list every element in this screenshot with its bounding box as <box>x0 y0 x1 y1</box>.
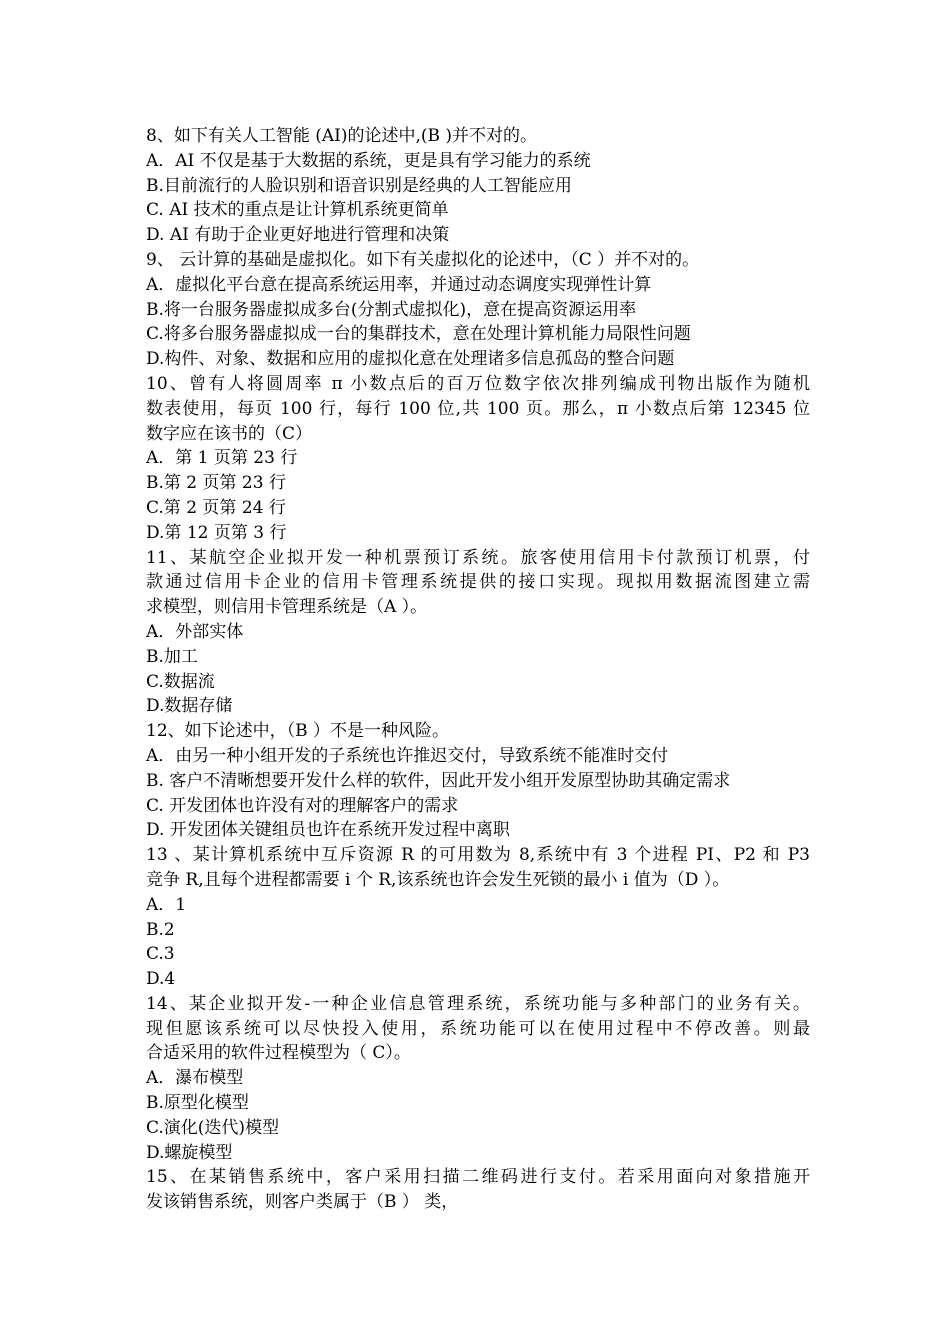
text-line: D.数据存储 <box>146 696 233 717</box>
text-line: D.螺旋模型 <box>146 1142 233 1163</box>
text-line: A．AI 不仅是基于大数据的系统，更是具有学习能力的系统 <box>146 150 591 171</box>
document-body <box>146 124 810 1215</box>
text-line: 9、 云计算的基础是虚拟化。如下有关虚拟化的论述中，（C ）并不对的。 <box>146 249 700 270</box>
text-line: 15、在某销售系统中，客户采用扫描二维码进行支付。若采用面向对象措施开 <box>146 1167 810 1188</box>
text-line: 10、曾有人将圆周率 π 小数点后的百万位数字依次排列编成刊物出版作为随机 <box>146 373 810 394</box>
text-line: B. 客户不清晰想要开发什么样的软件，因此开发小组开发原型协助其确定需求 <box>146 770 731 791</box>
text-line: B.2 <box>146 919 175 940</box>
text-line: C.第 2 页第 24 行 <box>146 497 286 518</box>
text-line: C.数据流 <box>146 671 215 692</box>
text-line: B.原型化模型 <box>146 1093 249 1114</box>
text-line: 12、如下论述中，（B ）不是一种风险。 <box>146 721 450 742</box>
text-line: A．第 1 页第 23 行 <box>146 448 298 469</box>
text-line: C. 开发团体也许没有对的理解客户的需求 <box>146 795 459 816</box>
text-line: 数表使用，每页 100 行，每行 100 位,共 100 页。那么，π 小数点后第 12345 位 <box>146 398 810 419</box>
text-line: C.3 <box>146 944 175 965</box>
text-line: D.4 <box>146 969 176 990</box>
text-line: 求模型，则信用卡管理系统是（A ）。 <box>146 597 428 618</box>
text-line: A．外部实体 <box>146 621 244 642</box>
text-line: B.目前流行的人脸识别和语音识别是经典的人工智能应用 <box>146 175 572 196</box>
text-line: 13 、某计算机系统中互斥资源 R 的可用数为 8,系统中有 3 个进程 PI、P2 和 P3 <box>146 845 810 866</box>
text-line: B.加工 <box>146 646 198 667</box>
text-line: B.将一台服务器虚拟成多台(分割式虚拟化)，意在提高资源运用率 <box>146 299 637 320</box>
text-line: 8、如下有关人工智能 (AI)的论述中,(B )并不对的。 <box>146 126 538 146</box>
text-line: A．1 <box>146 894 187 915</box>
text-line: 现但愿该系统可以尽快投入使用，系统功能可以在使用过程中不停改善。则最 <box>146 1018 810 1039</box>
text-line: 14、某企业拟开发-一种企业信息管理系统，系统功能与多种部门的业务有关。 <box>146 993 810 1014</box>
text-line: 款通过信用卡企业的信用卡管理系统提供的接口实现。现拟用数据流图建立需 <box>146 572 810 593</box>
text-line: D. 开发团体关键组员也许在系统开发过程中离职 <box>146 820 510 841</box>
text-line: B.第 2 页第 23 行 <box>146 473 286 494</box>
text-line: C. AI 技术的重点是让计算机系统更简单 <box>146 200 449 221</box>
text-line: A．由另一种小组开发的子系统也许推迟交付，导致系统不能准时交付 <box>146 745 669 766</box>
text-line: D.第 12 页第 3 行 <box>146 522 287 543</box>
text-line: 数字应在该书的（C） <box>146 423 313 444</box>
text-line: C.演化(迭代)模型 <box>146 1117 280 1138</box>
text-line: A．虚拟化平台意在提高系统运用率，并通过动态调度实现弹性计算 <box>146 274 652 295</box>
text-line: 竞争 R,且每个进程都需要 i 个 R,该系统也许会发生死锁的最小 i 值为（D ）。 <box>146 869 730 890</box>
text-line: 11、某航空企业拟开发一种机票预订系统。旅客使用信用卡付款预订机票，付 <box>146 547 810 568</box>
text-line: C.将多台服务器虚拟成一台的集群技术，意在处理计算机能力局限性问题 <box>146 324 691 345</box>
text-line: D.构件、对象、数据和应用的虚拟化意在处理诸多信息孤岛的整合问题 <box>146 349 675 370</box>
text-line: 合适采用的软件过程模型为（ C）。 <box>146 1043 411 1064</box>
text-line: A．瀑布模型 <box>146 1068 244 1089</box>
text-line: 发该销售系统，则客户类属于（B ） 类， <box>146 1192 459 1213</box>
text-line: D. AI 有助于企业更好地进行管理和决策 <box>146 225 450 246</box>
